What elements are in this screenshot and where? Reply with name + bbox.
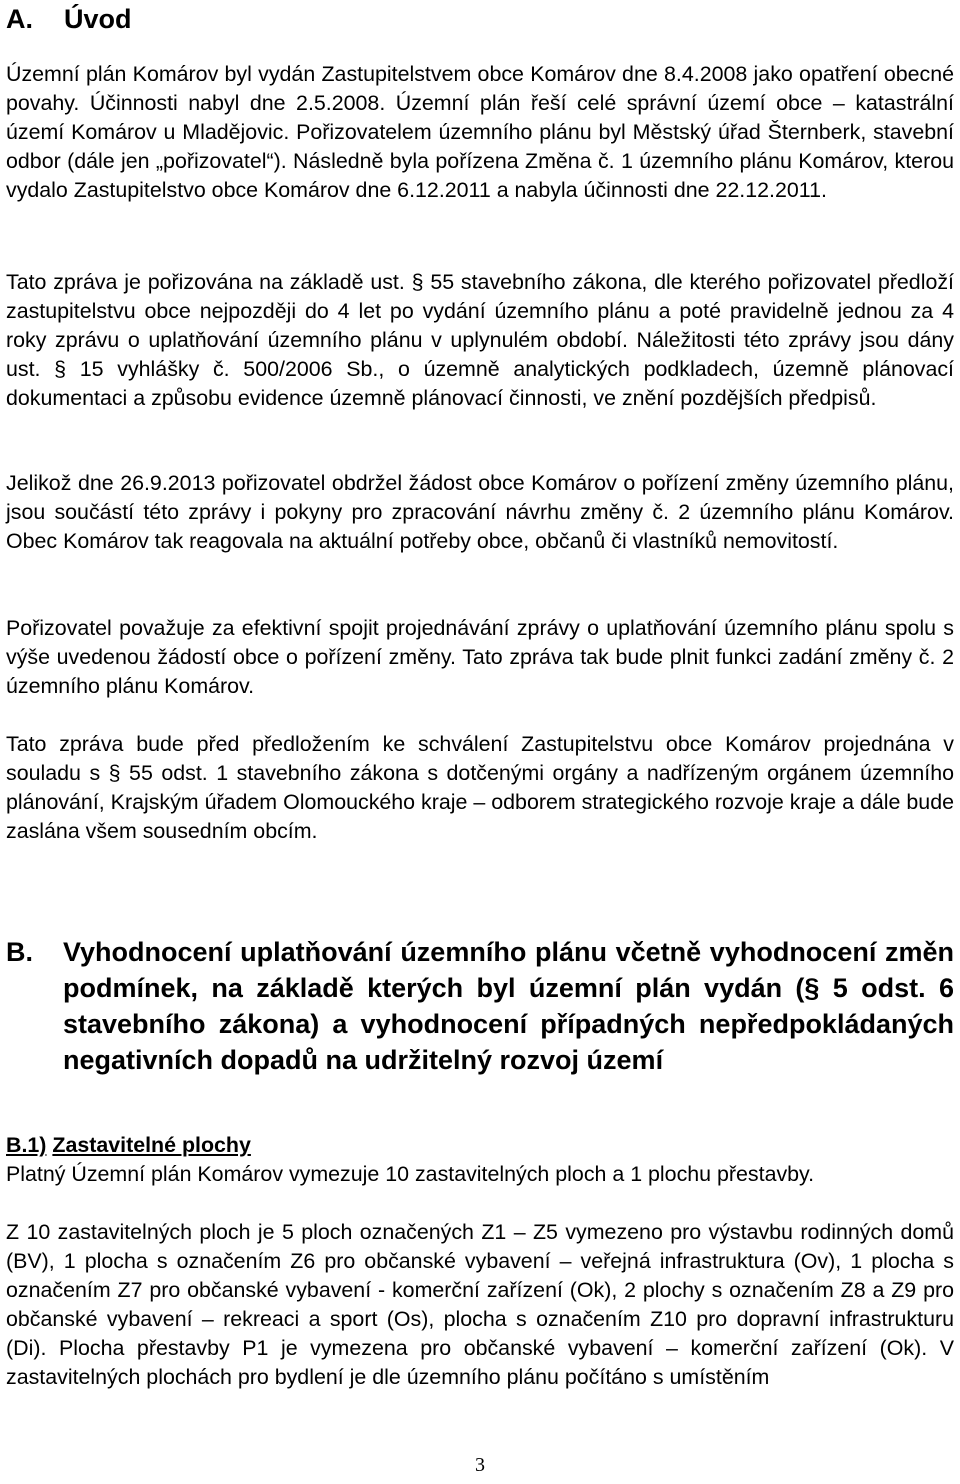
- consultation-paragraph: Tato zpráva bude před předložením ke schválení Zastupitelstvu obce Komárov projednána v souladu s § 55 odst. 1 stavebního zákona s dotčenými orgány a nadřízeným orgánem územního plánování, Krajským úřadem Olomouckého kraje – odborem strategického rozvoje kraje a dále bude zaslána všem sousedním obcím.: [6, 732, 954, 843]
- section-b-heading: [6, 934, 954, 1078]
- section-b1-number: B.1): [6, 1133, 47, 1157]
- change-request-paragraph: Jelikož dne 26.9.2013 pořizovatel obdržel žádost obce Komárov o pořízení změny územního plánu, jsou součástí této zprávy i pokyny pro zpracování návrhu změny č. 2 územního plánu Komárov. Obec Komárov tak reagovala na aktuální potřeby obce, občanů či vlastníků nemovitostí.: [6, 471, 954, 553]
- intro-paragraph: Územní plán Komárov byl vydán Zastupitelstvem obce Komárov dne 8.4.2008 jako opatření obecné povahy. Účinnosti nabyl dne 2.5.2008. Územní plán řeší celé správní území obce – katastrální území Komárov u Mladějovic. Pořizovatelem územního plánu byl Městský úřad Šternberk, stavební odbor (dále jen „pořizovatel“). Následně byla pořízena Změna č. 1 územního plánu Komárov, kterou vydalo Zastupitelstvo obce Komárov dne 6.12.2011 a nabyla účinnosti dne 22.12.2011.: [6, 62, 954, 202]
- section-b1-title: Zastavitelné plochy: [52, 1133, 251, 1157]
- section-b1-heading: [6, 1131, 251, 1160]
- procedure-paragraph: Pořizovatel považuje za efektivní spojit projednávání zprávy o uplatňování územního plánu spolu s výše uvedenou žádostí obce o pořízení změny. Tato zpráva tak bude plnit funkci zadání změny č. 2 územního plánu Komárov.: [6, 616, 954, 698]
- areas-detail-paragraph: Z 10 zastavitelných ploch je 5 ploch označených Z1 – Z5 vymezeno pro výstavbu rodinných domů (BV), 1 plocha s označením Z6 pro občanské vybavení – veřejná infrastruktura (Ov), 1 plocha s označením Z7 pro občanské vybavení - komerční zařízení (Ok), 2 plochy s označením Z8 a Z9 pro občanské vybavení – rekreaci a sport (Os), plocha s označením Z10 pro dopravní infrastrukturu (Di). Plocha přestavby P1 je vymezena pro občanské vybavení – komerční zařízení (Ok). V zastavitelných plochách pro bydlení je dle územního plánu počítáno s umístěním: [6, 1220, 954, 1389]
- legal-basis-paragraph: Tato zpráva je pořizována na základě ust. § 55 stavebního zákona, dle kterého pořizovatel předloží zastupitelstvu obce nejpozději do 4 let po vydání územního plánu a poté pravidelně jednou za 4 roky zprávu o uplatňování územního plánu v uplynulém období. Náležitosti této zprávy jsou dány ust. § 15 vyhlášky č. 500/2006 Sb., o územně analytických podkladech, územně plánovací dokumentaci a způsobu evidence územně plánovací činnosti, ve znění pozdějších předpisů.: [6, 270, 954, 410]
- page-number: 3: [475, 1454, 485, 1476]
- section-a-title: Úvod: [64, 4, 132, 34]
- section-b-number: B.: [6, 937, 33, 967]
- section-b-title: Vyhodnocení uplatňování územního plánu včetně vyhodnocení změn podmínek, na základě kterých byl územní plán vydán (§ 5 odst. 6 stavebního zákona) a vyhodnocení případných nepředpokládaných negativních dopadů na udržitelný rozvoj území: [63, 937, 954, 1075]
- areas-summary-paragraph: Platný Územní plán Komárov vymezuje 10 zastavitelných ploch a 1 plochu přestavby.: [6, 1162, 815, 1186]
- section-a-number: A.: [6, 4, 33, 34]
- section-a-heading: [6, 2, 132, 36]
